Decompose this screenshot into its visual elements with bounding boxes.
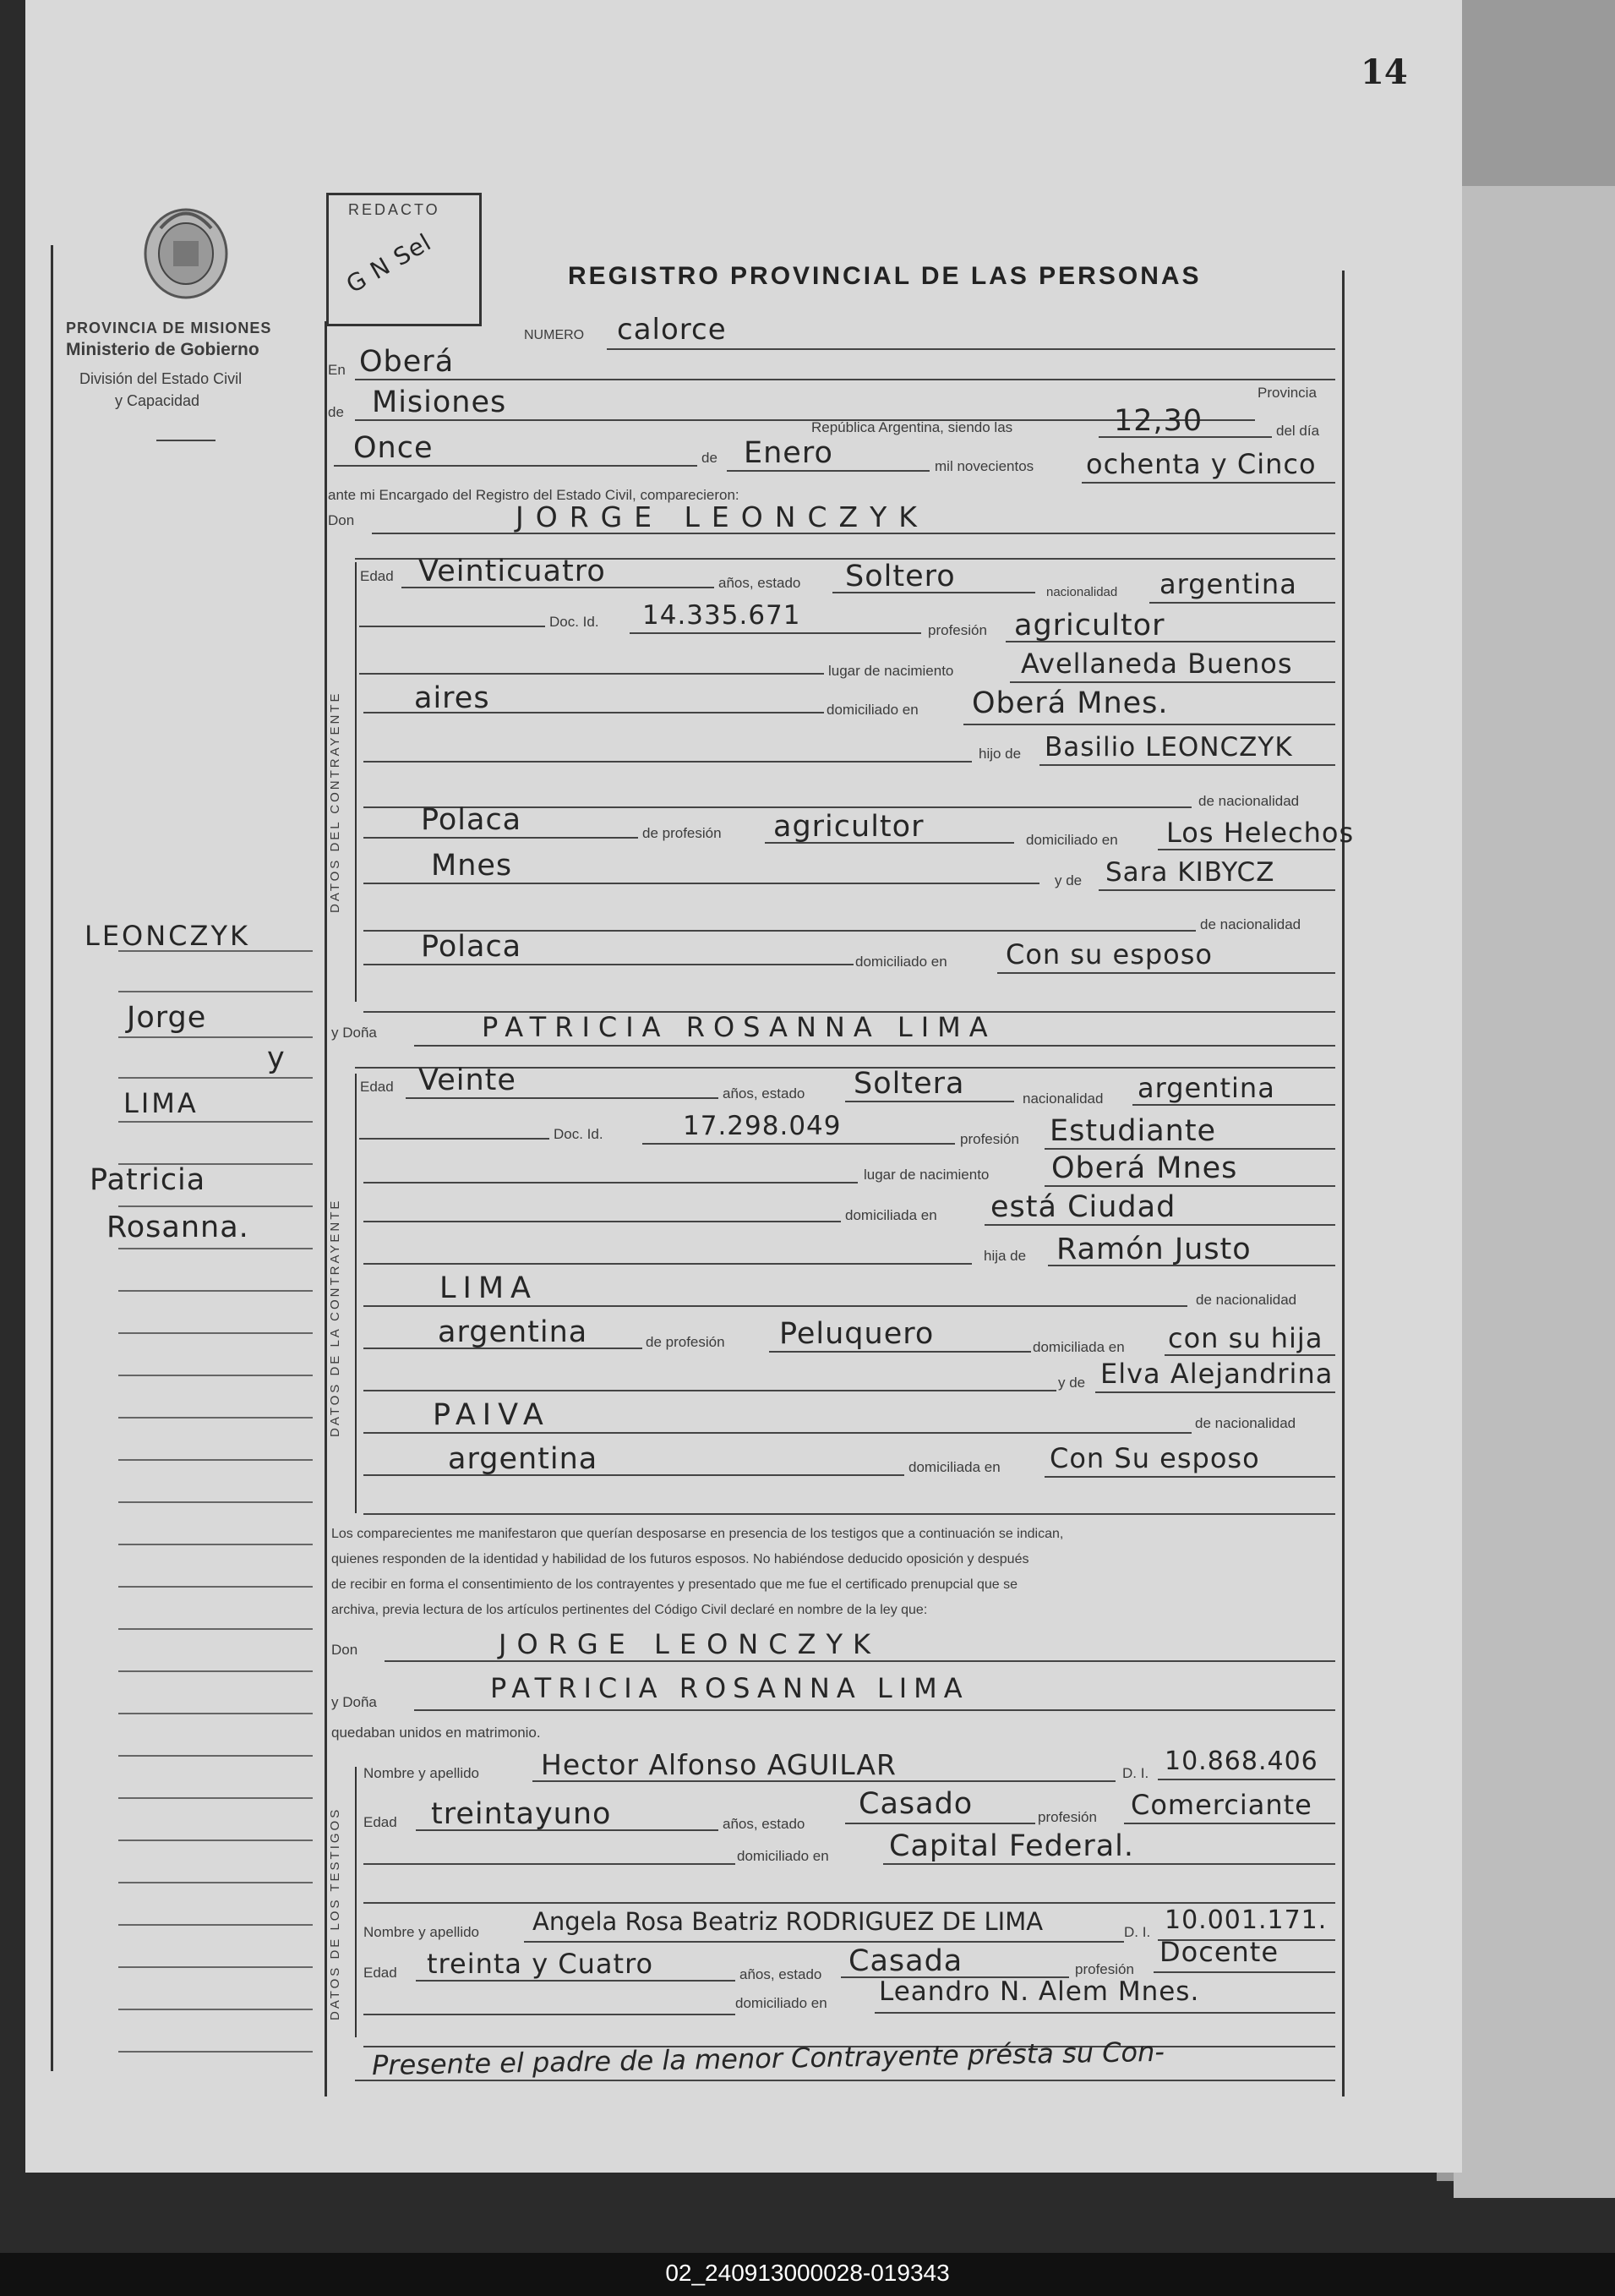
bracket-testigos	[355, 1767, 357, 2037]
mil-novecientos-label: mil novecientos	[935, 458, 1034, 474]
m-profesion-underline	[1006, 641, 1335, 642]
anio-value: ochenta y Cinco	[1086, 448, 1317, 480]
dona-2-value: PATRICIA ROSANNA LIMA	[490, 1672, 969, 1704]
f-madre-value-2: PAIVA	[433, 1398, 550, 1432]
m-madre-dom-label: domiciliado en	[855, 954, 947, 970]
dona-label: y Doña	[331, 1025, 377, 1041]
t2-edad-label: Edad	[363, 1965, 397, 1981]
m-edad-underline	[401, 587, 714, 588]
m-madre-dom-underline	[997, 972, 1335, 974]
f-padre-prof-underline	[769, 1351, 1031, 1353]
f-madre-dom-underline	[1045, 1476, 1335, 1478]
don-underline	[372, 533, 1335, 534]
f-edad-value: Veinte	[418, 1063, 516, 1097]
m-nacionalidad-underline	[1149, 602, 1335, 604]
inner-margin-line	[325, 321, 327, 2096]
margin-line	[118, 991, 313, 992]
f-y-de-lead	[363, 1390, 1056, 1391]
t1-di-underline	[1158, 1779, 1335, 1780]
margin-line	[118, 1840, 313, 1841]
t2-profesion-label: profesión	[1075, 1961, 1134, 1977]
m-madre-underline	[1099, 889, 1335, 891]
t2-domicilio-value: Leandro N. Alem Mnes.	[879, 1976, 1200, 2007]
f-doc-lead	[359, 1138, 549, 1140]
f-padre-nac-value: argentina	[438, 1315, 588, 1349]
bracket-contrayente-m	[355, 562, 357, 1002]
t2-edad-underline	[416, 1980, 735, 1982]
m-estado-underline	[832, 592, 1035, 593]
mes-underline	[727, 470, 930, 472]
t2-domicilio-underline	[875, 2012, 1335, 2014]
m-padre-dom-value-2: Mnes	[431, 849, 513, 883]
anio-underline	[1082, 482, 1335, 484]
closing-note-underline	[355, 2080, 1335, 2081]
m-padre-nac-label: de nacionalidad	[1198, 793, 1300, 809]
page-shadow	[1454, 186, 1615, 2198]
f-doc-label: Doc. Id.	[554, 1126, 603, 1142]
margin-line	[118, 1755, 313, 1757]
t1-domicilio-underline	[883, 1863, 1335, 1865]
provincia-label: Provincia	[1258, 385, 1317, 401]
dona-2-label: y Doña	[331, 1694, 377, 1710]
margin-line	[118, 1966, 313, 1968]
f-profesion-value: Estudiante	[1050, 1114, 1217, 1148]
f-hija-lead	[363, 1263, 972, 1265]
don-2-value: JORGE LEONCZYK	[499, 1628, 881, 1660]
dona-value: PATRICIA ROSANNA LIMA	[482, 1011, 996, 1043]
m-padre-nac-value: Polaca	[421, 803, 522, 837]
f-padre-dom-value: con su hija	[1168, 1322, 1323, 1354]
margin-line	[118, 2009, 313, 2010]
f-domicilio-underline	[985, 1224, 1335, 1226]
t2-dom-lead	[363, 2014, 735, 2015]
f-madre-value-1: Elva Alejandrina	[1100, 1358, 1334, 1390]
m-doc-label: Doc. Id.	[549, 614, 599, 630]
f-profesion-underline	[1045, 1148, 1335, 1150]
t1-dom-lead	[363, 1863, 735, 1865]
margin-line	[118, 1205, 313, 1207]
f-estado-underline	[845, 1101, 1014, 1102]
quedaban-label: quedaban unidos en matrimonio.	[331, 1725, 541, 1741]
margin-line	[118, 1586, 313, 1588]
ministry-label: Ministerio de Gobierno	[66, 340, 259, 359]
dia-value: Once	[353, 431, 434, 465]
de-mes-label: de	[701, 450, 717, 466]
t1-estado-underline	[845, 1823, 1035, 1824]
margin-line	[118, 1248, 313, 1249]
f-padre-nac-lead	[363, 1305, 1187, 1307]
t1-domicilio-label: domiciliado en	[737, 1848, 829, 1864]
m-domicilio-label: domiciliado en	[827, 702, 919, 718]
f-dom-lead	[363, 1221, 841, 1222]
en-underline	[355, 379, 1335, 380]
m-edad-value: Veinticuatro	[418, 555, 606, 588]
t1-profesion-value: Comerciante	[1131, 1789, 1312, 1821]
f-anos-label: años, estado	[723, 1085, 805, 1102]
m-madre-nac-value: Polaca	[421, 930, 522, 964]
numero-label: NUMERO	[524, 328, 585, 342]
dona-underline	[414, 1045, 1335, 1047]
margin-line	[118, 1332, 313, 1334]
t1-estado-value: Casado	[859, 1787, 974, 1821]
t1-edad-underline	[416, 1829, 718, 1831]
closing-note: Presente el padre de la menor Contrayente présta su Con-	[371, 2035, 1165, 2082]
f-padre-dom-underline	[1165, 1354, 1335, 1356]
document-id: 02_240913000028-019343	[665, 2260, 950, 2286]
margin-note-y: y	[267, 1041, 286, 1075]
m-doc-underline	[630, 632, 921, 634]
label-datos-contrayente-m: DATOS DEL CONTRAYENTE	[328, 691, 342, 913]
m-doc-lead	[359, 626, 545, 627]
page-number: 14	[1361, 52, 1408, 92]
margin-line	[118, 1713, 313, 1714]
m-lugar-label: lugar de nacimiento	[828, 663, 954, 679]
f-madre-nac-lead	[363, 1432, 1192, 1434]
hora-underline	[1099, 436, 1272, 438]
f-doc-underline	[642, 1143, 955, 1145]
margin-line	[118, 1417, 313, 1419]
m-padre-prof-value: agricultor	[773, 810, 925, 844]
mes-value: Enero	[744, 436, 833, 470]
f-padre-underline	[1048, 1265, 1335, 1266]
numero-value: calorce	[617, 313, 727, 347]
f-madre-nac-underline	[363, 1474, 904, 1476]
m-profesion-label: profesión	[928, 622, 987, 638]
paragraph-line-2: quienes responden de la identidad y habilidad de los futuros esposos. No habiéndose deducido oposición y después	[331, 1552, 1029, 1566]
f-madre-dom-label: domiciliada en	[908, 1459, 1001, 1475]
t1-nombre-value: Hector Alfonso AGUILAR	[541, 1748, 897, 1781]
margin-line	[118, 1797, 313, 1799]
margin-line	[118, 1924, 313, 1926]
m-madre-nac-underline	[363, 964, 854, 965]
don-value: JORGE LEONCZYK	[516, 500, 929, 533]
m-edad-label: Edad	[360, 568, 394, 584]
t2-edad-value: treinta y Cuatro	[427, 1948, 654, 1980]
margin-note-name-2: Patricia	[90, 1163, 206, 1197]
label-datos-contrayente-f: DATOS DE LA CONTRAYENTE	[328, 1198, 342, 1437]
margin-note-name-3: Rosanna.	[106, 1211, 249, 1244]
m-padre-dom-label: domiciliado en	[1026, 832, 1118, 848]
dia-underline	[334, 465, 697, 467]
f-madre-underline	[1095, 1391, 1335, 1393]
t1-domicilio-value: Capital Federal.	[889, 1829, 1135, 1863]
m-madre-nac-label: de nacionalidad	[1200, 916, 1301, 932]
f-lugar-value: Oberá Mnes	[1051, 1151, 1238, 1185]
don-label: Don	[328, 512, 355, 528]
m-madre-dom-value: Con su esposo	[1006, 938, 1213, 970]
margin-note-surname-2: LIMA	[123, 1087, 199, 1119]
division-label-2: y Capacidad	[115, 392, 200, 409]
m-padre-prof-underline	[765, 842, 1014, 844]
t1-edad-value: treintayuno	[431, 1797, 612, 1831]
f-padre-dom-label: domiciliada en	[1033, 1339, 1125, 1355]
t2-di-value: 10.001.171.	[1165, 1905, 1328, 1935]
m-padre-dom-underline	[1158, 849, 1335, 850]
bracket-contrayente-f	[355, 1074, 357, 1513]
f-padre-prof-value: Peluquero	[779, 1317, 935, 1351]
redacto-label: REDACTO	[348, 201, 440, 218]
f-estado-value: Soltera	[854, 1067, 965, 1101]
margin-line	[118, 1036, 313, 1038]
t1-end-line	[363, 1902, 1335, 1904]
m-lugar-value-2: aires	[414, 681, 490, 715]
right-margin-line	[1342, 271, 1345, 2096]
margin-line	[118, 1459, 313, 1461]
don-2-underline	[385, 1660, 1335, 1662]
f-padre-value-1: Ramón Justo	[1056, 1233, 1252, 1266]
division-underline	[156, 440, 216, 441]
t2-nombre-underline	[524, 1941, 1124, 1943]
margin-line	[118, 1544, 313, 1545]
m-y-de-label: y de	[1055, 872, 1083, 888]
paragraph-line-1: Los comparecientes me manifestaron que querían desposarse en presencia de los testigos que a continuación se indican,	[331, 1527, 1064, 1541]
del-dia-label: del día	[1276, 423, 1320, 439]
m-padre-nac-underline	[363, 837, 638, 839]
margin-line	[118, 1077, 313, 1079]
t2-anos-label: años, estado	[739, 1966, 822, 1982]
m-lugar-underline	[1010, 681, 1335, 683]
label-datos-testigos: DATOS DE LOS TESTIGOS	[328, 1807, 342, 2020]
t2-profesion-underline	[1154, 1971, 1335, 1973]
f-padre-nac-underline	[363, 1348, 642, 1349]
f-nacionalidad-underline	[1132, 1104, 1335, 1106]
m-padre-underline	[1039, 764, 1335, 766]
m-hijo-lead	[363, 761, 972, 763]
t1-profesion-label: profesión	[1038, 1809, 1097, 1825]
hora-value: 12,30	[1114, 404, 1203, 438]
province-label: PROVINCIA DE MISIONES	[66, 320, 272, 336]
paragraph-line-3: de recibir en forma el consentimiento de los contrayentes y presentado que me fue el certificado prenupcial que se	[331, 1577, 1018, 1592]
margin-note-name-1: Jorge	[127, 1001, 207, 1035]
f-madre-nac-label: de nacionalidad	[1195, 1415, 1296, 1431]
f-de-profesion-label: de profesión	[646, 1334, 725, 1350]
m-domicilio-value: Oberá Mnes.	[972, 686, 1169, 720]
t2-di-label: D. I.	[1124, 1924, 1151, 1940]
t1-nombre-label: Nombre y apellido	[363, 1765, 480, 1781]
t1-edad-label: Edad	[363, 1814, 397, 1830]
t1-di-value: 10.868.406	[1165, 1747, 1318, 1776]
f-domicilio-value: está Ciudad	[990, 1190, 1176, 1224]
f-profesion-label: profesión	[960, 1131, 1019, 1147]
m-estado-value: Soltero	[845, 560, 956, 593]
t2-nombre-label: Nombre y apellido	[363, 1924, 480, 1940]
coat-of-arms-emblem	[135, 194, 237, 304]
m-anos-label: años, estado	[718, 575, 801, 591]
t1-di-label: D. I.	[1122, 1765, 1149, 1781]
f-lugar-lead	[363, 1182, 858, 1184]
m-lugar-value-1: Avellaneda Buenos	[1021, 648, 1293, 680]
m-padre-dom-value-1: Los Helechos	[1166, 817, 1355, 849]
m-doc-value: 14.335.671	[642, 600, 801, 631]
en-value: Oberá	[359, 345, 455, 379]
f-y-de-label: y de	[1058, 1375, 1086, 1391]
t1-anos-label: años, estado	[723, 1816, 805, 1832]
margin-line	[118, 2051, 313, 2053]
f-doc-value: 17.298.049	[683, 1111, 842, 1141]
page-title: REGISTRO PROVINCIAL DE LAS PERSONAS	[568, 262, 1202, 290]
t2-nombre-value: Angela Rosa Beatriz RODRIGUEZ DE LIMA	[532, 1907, 1044, 1936]
provincia-value: Misiones	[372, 385, 507, 419]
m-nacionalidad-label: nacionalidad	[1046, 585, 1118, 599]
m-nacionalidad-value: argentina	[1159, 568, 1297, 600]
m-padre-dom-underline-2	[363, 883, 1039, 884]
margin-line	[118, 1501, 313, 1503]
dona-2-underline	[414, 1709, 1335, 1711]
f-madre-dom-value: Con Su esposo	[1050, 1442, 1260, 1474]
f-lugar-label: lugar de nacimiento	[864, 1167, 990, 1183]
don-2-label: Don	[331, 1642, 358, 1658]
m-profesion-value: agricultor	[1014, 609, 1165, 642]
margin-line	[118, 1121, 313, 1123]
m-lugar-underline-2	[363, 712, 824, 713]
f-nacionalidad-value: argentina	[1138, 1072, 1275, 1104]
t1-nombre-underline	[532, 1780, 1116, 1782]
numero-underline	[607, 348, 1335, 350]
m-madre-value: Sara KIBYCZ	[1105, 857, 1275, 888]
margin-line	[118, 1375, 313, 1376]
margin-line	[118, 1882, 313, 1883]
margin-line	[118, 1163, 313, 1165]
f-edad-label: Edad	[360, 1079, 394, 1095]
margin-line	[118, 1290, 313, 1292]
m-hijo-label: hijo de	[979, 746, 1022, 762]
de-label: de	[328, 404, 344, 420]
t1-profesion-underline	[1124, 1823, 1335, 1824]
f-lugar-underline	[1045, 1185, 1335, 1187]
m-domicilio-underline	[963, 724, 1335, 725]
redacto-handwriting: G N Sel	[341, 227, 437, 299]
left-margin-line	[51, 245, 53, 2071]
m-de-profesion-label: de profesión	[642, 825, 722, 841]
republica-label: República Argentina, siendo las	[811, 419, 1013, 435]
f-domicilio-label: domiciliada en	[845, 1207, 937, 1223]
f-padre-nac-label: de nacionalidad	[1196, 1292, 1297, 1308]
margin-note-surname-1: LEONCZYK	[85, 920, 250, 952]
t2-domicilio-label: domiciliado en	[735, 1995, 827, 2011]
margin-line	[118, 1670, 313, 1672]
en-label: En	[328, 362, 346, 378]
f-padre-value-2: LIMA	[439, 1271, 537, 1305]
division-label-1: División del Estado Civil	[79, 370, 243, 387]
f-madre-nac-value: argentina	[448, 1442, 598, 1476]
paragraph-line-4: archiva, previa lectura de los artículos pertinentes del Código Civil declaré en nombre de la ley que:	[331, 1603, 928, 1617]
m-lugar-lead	[359, 673, 824, 675]
m-padre-value: Basilio LEONCZYK	[1045, 732, 1293, 763]
margin-line	[118, 1628, 313, 1630]
f-nacionalidad-label: nacionalidad	[1023, 1091, 1104, 1107]
f-edad-underline	[406, 1097, 718, 1099]
f-hija-label: hija de	[984, 1248, 1027, 1264]
f-end-line	[363, 1513, 1335, 1515]
ante-mi-label: ante mi Encargado del Registro del Estado Civil, comparecieron:	[328, 487, 739, 503]
t2-profesion-value: Docente	[1159, 1936, 1279, 1968]
t2-estado-value: Casada	[848, 1944, 963, 1978]
